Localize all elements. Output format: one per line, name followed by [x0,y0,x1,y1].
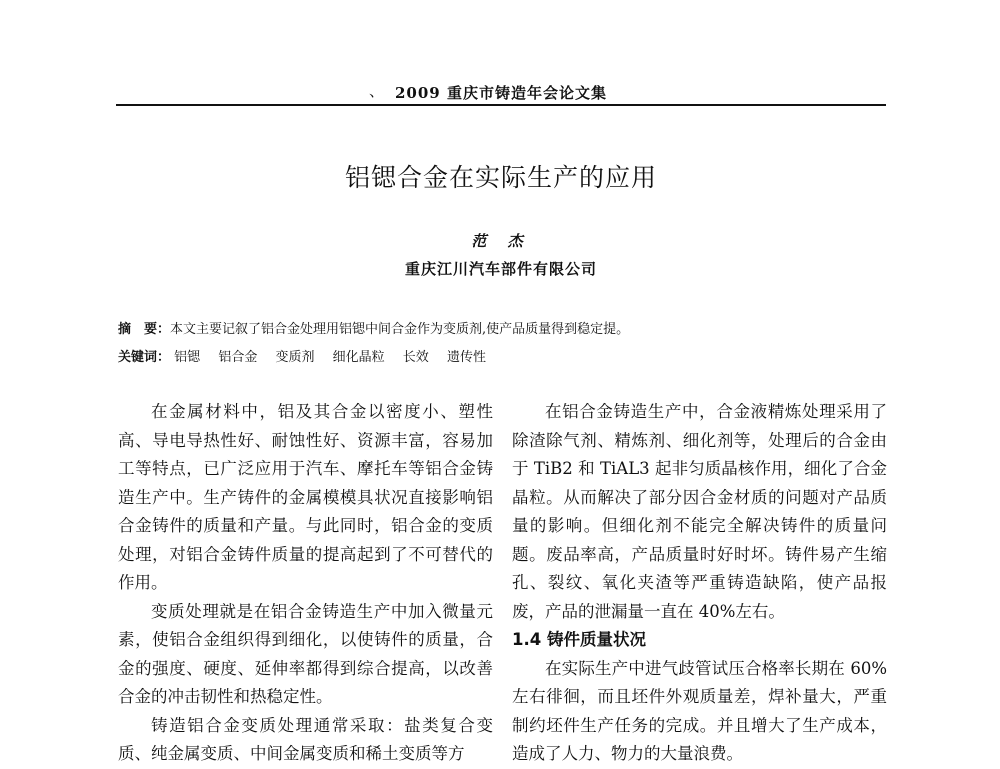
header-tick-mark: 、 [369,82,386,100]
section-heading: 1.4 铸件质量状况 [512,630,646,649]
keyword: 变质剂 [275,350,315,365]
running-header [116,82,886,103]
keyword: 铝合金 [218,350,258,365]
body-paragraph: 在金属材料中，铝及其合金以密度小、塑性高、导电导热性好、耐蚀性好、资源丰富，容易加工等特点，已广泛应用于汽车、摩托车等铝合金铸造生产中。生产铸件的金属模模具状况直接影响铝合金铸件的质量和产量。与此同时，铝合金的变质处理，对铝合金铸件质量的提高起到了不可替代的作用。 [118,402,493,592]
body-paragraph: 在实际生产中进气歧管试压合格率长期在 60%左右徘徊，而且坯件外观质量差，焊补量大，严重制约坯件生产任务的完成。并且增大了生产成本，造成了人力、物力的大量浪费。 [512,658,887,763]
keywords-label: 关键词： [118,350,171,365]
running-title: 2009 重庆市铸造年会论文集 [395,84,607,102]
abstract-text: 本文主要记叙了铝合金处理用铝锶中间合金作为变质剂,使产品质量得到稳定提。 [170,322,630,337]
header-rule [116,104,886,106]
body-column-right [512,398,887,769]
body-paragraph: 铸造铝合金变质处理通常采取：盐类复合变质、纯金属变质、中间金属变质和稀土变质等方 [118,715,493,763]
author-affiliation: 重庆江川汽车部件有限公司 [404,260,597,278]
body-paragraph: 变质处理就是在铝合金铸造生产中加入微量元素，使铝合金组织得到细化，以使铸件的质量，合金的强度、硬度、延伸率都得到综合提高，以改善合金的冲击韧性和热稳定性。 [118,601,493,706]
abstract [118,318,898,337]
keyword: 遗传性 [446,350,486,365]
keyword: 铝锶 [174,350,201,365]
keyword: 细化晶粒 [332,350,385,365]
abstract-label: 摘 要： [118,322,171,337]
body-column-left [118,398,493,769]
keyword: 长效 [402,350,429,365]
body-paragraph: 在铝合金铸造生产中，合金液精炼处理采用了除渣除气剂、精炼剂、细化剂等，处理后的合金由于 TiB2 和 TiAL3 起非匀质晶核作用，细化了合金晶粒。从而解决了部分因合金材质的问题对产品质量的影响。但细化剂不能完全解决铸件的质量问题。废品率高，产品质量时好时坏。铸件易产生缩孔、裂纹、氧化夹渣等严重铸造缺陷，使产品报废，产品的泄漏量一直在 40%左右。 [512,402,887,621]
paper-title: 铝锶合金在实际生产的应用 [344,163,657,192]
author-name: 范 杰 [471,232,531,250]
keywords [118,346,898,365]
